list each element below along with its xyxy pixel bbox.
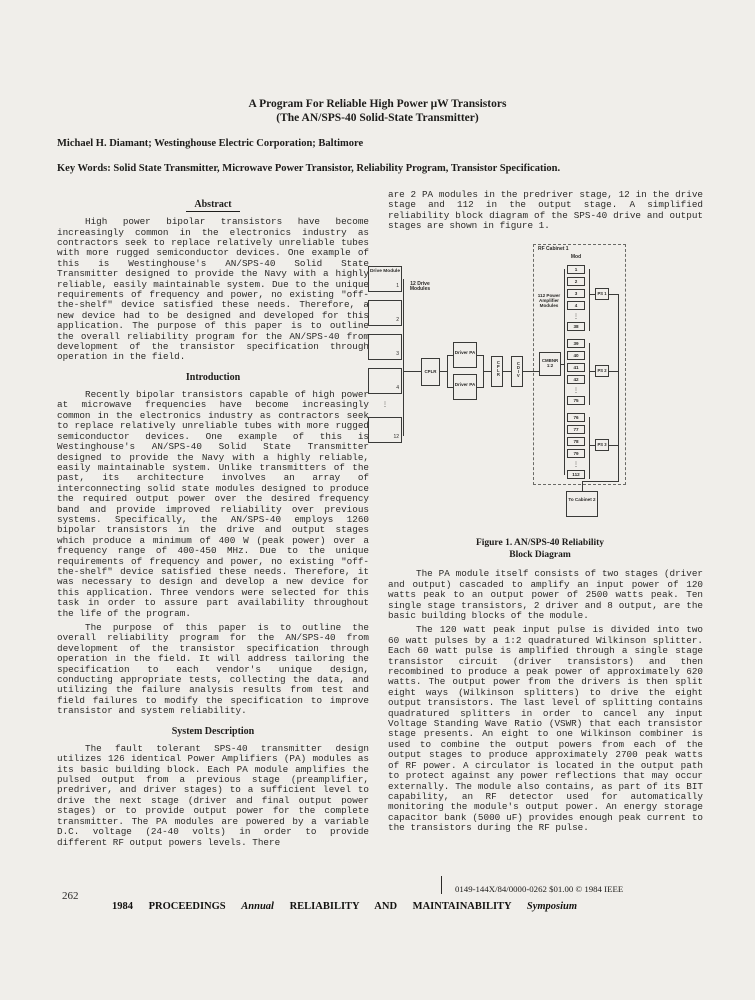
pa-modules-note: 112 Power Amplifier Modules <box>537 292 561 309</box>
page-number: 262 <box>62 890 79 902</box>
drive-modules-note: 12 Drive Modules <box>409 280 431 293</box>
pa-module-box: 4 <box>567 301 585 310</box>
pa-module-ellipsis: ⋮ <box>573 387 579 394</box>
to-cabinet-2-box <box>566 491 598 517</box>
to-cabinet-2-label: To Cabinet 2 <box>568 496 596 502</box>
connector-line <box>609 294 618 295</box>
combiner-label <box>540 358 560 368</box>
right-column <box>369 189 703 852</box>
abstract-paragraph: High power bipolar transistors have become increasingly common in the electronics industry as contractors seek to replace relatively unreliable tubes with more rugged semiconductor devices. One example of this is Westinghouse's AN/SPS-40 Solid State Transmitter designed to provide the Navy with a highly reliable, easily maintainable system. Due to the unique requirements of frequency and power, no existing "off-the-shelf" device satisfied these needs. Therefore, a new device had to be designed and developed for this application. The purpose of this paper is to outline the overall reliability program for the AN/SPS-40 from development of the transistor specification through operation in the field. <box>57 216 369 363</box>
connector-line <box>582 481 583 491</box>
coupler-box <box>491 356 503 387</box>
introduction-paragraph-1: Recently bipolar transistors capable of high power at microwave frequencies have become increasingly common in the electronics industry as contractors seek to replace relatively unreliable tubes with more rugged semiconductor devices. One example of this is Westinghouse's AN/SPS-40 Solid State Transmitter designed to provide the Navy with a highly reliable, easily maintainable system. Unlike transmitters of the past, its architecture involves an array of interconnecting solid state modules designed to produce the required output power over the desired frequency band and provide improved reliability over previous systems. Specifically, the AN/SPS-40 employs 1260 bipolar transistors in the drive and output stages which produce a minimum of 400 W (peak power) over a frequency range of 400-450 MHz. Due to the unique requirements of frequency and power, no existing "off-the-shelf" device satisfied these needs. Therefore, it was necessary to design and develop a new device for this application. Three vendors were selected for this task in order to assure part availability throughout the life of the program. <box>57 389 369 619</box>
introduction-paragraph-2: The purpose of this paper is to outline the overall reliability program for the AN/SPS-40 from development of the transistor specification through operation in the field. It will address tailoring the specification to each vendor's unique design, conducting appropriate tests, collecting the data, and utilizing the failure analysis results from test and field failures to modify the specification to improve transistor and system reliability. <box>57 622 369 717</box>
introduction-heading: Introduction <box>185 371 241 383</box>
driver-pa-box <box>453 342 477 368</box>
pa-module-box: 42 <box>567 375 585 384</box>
connector-line <box>564 269 565 475</box>
combiner-label-line2: 1:2 <box>546 362 554 368</box>
pa-module-box: 41 <box>567 363 585 372</box>
figure-caption <box>410 538 670 562</box>
proceedings-annual: Annual <box>241 901 274 912</box>
footer-divider <box>441 876 442 894</box>
proceedings-maintainability: MAINTAINABILITY <box>412 901 512 912</box>
connector-line <box>589 269 590 331</box>
coupler-label: CPLR <box>424 368 437 374</box>
figure-caption-line2: Block Diagram <box>509 549 571 560</box>
abstract-heading: Abstract <box>57 199 369 210</box>
power-supply-label: PS 2 <box>597 367 607 373</box>
proceedings-reliability: RELIABILITY <box>289 901 360 912</box>
connector-line <box>609 371 618 372</box>
pa-module-box: 78 <box>567 437 585 446</box>
drive-module-box <box>368 334 402 360</box>
pa-module-box: 40 <box>567 351 585 360</box>
divider-label: CDIV <box>515 360 521 377</box>
pulse-splitting-paragraph: The 120 watt peak input pulse is divided into two 60 watt pulses by a 1:2 quadratured Wilkinson splitter. Each 60 watt pulse is amplified through a single stage transistor circuit (driver transistors) and then recombined to produce a peak power of approximately 620 watts. The output power from the drivers is then split eight ways (Wilkinson splitters) to drive the eight output transistors. The last level of splitting contains quadratured splitters in order to cancel any input Voltage Standing Wave Ratio (VSWR) that each transistor stage presents. An eight to one Wilkinson combiner is used to combine the output powers from each of the output stages to produce approximately 2700 peak watts of RF power. A circulator is located in the output path to protect against any power reflections that may occur externally. The module also contains, as part of its BIT capability, an RF detector used for automatically monitoring the module's output power. An energy storage capacitor bank (5000 uF) provides enough peak current to the transistors during the RF pulse. <box>388 624 703 834</box>
pa-module-box: 38 <box>567 322 585 331</box>
power-supply-label: PS 1 <box>597 290 607 296</box>
proceedings-symposium: Symposium <box>526 901 578 912</box>
pa-module-box: 77 <box>567 425 585 434</box>
drive-module-box <box>368 368 402 394</box>
connector-line <box>618 294 619 482</box>
pa-module-box: 76 <box>567 413 585 422</box>
drive-module-ellipsis: ⋮ <box>382 401 388 408</box>
pa-module-box: 1 <box>567 265 585 274</box>
proceedings-year: 1984 <box>112 901 133 912</box>
pa-module-ellipsis: ⋮ <box>573 313 579 320</box>
coupler-box <box>421 358 440 386</box>
drive-module-number: 12 <box>393 434 399 441</box>
keywords-line: Key Words: Solid State Transmitter, Microwave Power Transistor, Reliability Program, Transistor Specification. <box>57 163 561 174</box>
pa-module-box: 75 <box>567 396 585 405</box>
power-supply-box <box>595 288 609 300</box>
system-description-heading: System Description <box>171 725 255 737</box>
proceedings-and: AND <box>374 901 398 912</box>
paper-title <box>0 98 755 126</box>
drive-module-number: 4 <box>396 385 399 392</box>
drive-module-stack <box>368 266 402 443</box>
drive-module-number: 3 <box>396 351 399 358</box>
pa-module-box: 2 <box>567 277 585 286</box>
drive-module-box-label: Drive Module <box>369 268 401 274</box>
pa-module-ellipsis: ⋮ <box>573 461 579 468</box>
combiner-box <box>539 352 561 376</box>
pa-module-group-1 <box>567 265 585 310</box>
divider-box <box>511 356 523 387</box>
pa-module-box: 3 <box>567 289 585 298</box>
copyright-line: 0149-144X/84/0000-0262 $01.00 © 1984 IEEE <box>455 884 624 894</box>
connector-line <box>403 371 421 372</box>
connector-line <box>483 371 491 372</box>
two-column-body <box>57 190 703 852</box>
drive-module-number: 2 <box>396 317 399 324</box>
left-column <box>57 190 369 852</box>
proceedings-word: PROCEEDINGS <box>148 901 226 912</box>
connector-line <box>589 343 590 405</box>
power-supply-box <box>595 365 609 377</box>
pa-module-paragraph: The PA module itself consists of two stages (driver and output) cascaded to amplify an input power of 120 watts peak to an output power of 2500 watts peak. Ten single stage transistors, 2 driver and 8 output, are the basic building blocks of the module. <box>388 568 703 621</box>
rf-cabinet-title: RF Cabinet 1 <box>538 245 569 252</box>
power-supply-box <box>595 439 609 451</box>
driver-pa-box <box>453 374 477 400</box>
coupler-label: CPLR <box>495 359 501 376</box>
drive-module-number: 1 <box>396 283 399 290</box>
power-supply-label: PS 3 <box>597 441 607 447</box>
paper-title-line1: A Program For Reliable High Power μW Transistors <box>248 98 507 110</box>
continuation-paragraph: are 2 PA modules in the predriver stage, 12 in the drive stage and 112 in the output stage. A simplified reliability block diagram of the SPS-40 drive and output stages are shown in figure 1. <box>388 189 703 232</box>
connector-line <box>447 355 448 388</box>
mod-column-label: Mod <box>570 253 582 260</box>
drive-module-box <box>368 300 402 326</box>
paper-title-line2: (The AN/SPS-40 Solid-State Transmitter) <box>276 111 479 124</box>
proceedings-line <box>112 901 672 912</box>
figure-1-block-diagram <box>368 238 703 536</box>
author-line: Michael H. Diamant; Westinghouse Electric Corporation; Baltimore <box>57 138 364 149</box>
connector-line <box>582 481 619 482</box>
connector-line <box>503 371 511 372</box>
connector-line <box>609 445 618 446</box>
pa-module-box: 39 <box>567 339 585 348</box>
connector-line <box>589 417 590 479</box>
driver-pa-label: Driver PA <box>454 349 476 355</box>
pa-module-box: 79 <box>567 449 585 458</box>
pa-module-group-2 <box>567 339 585 384</box>
system-description-paragraph: The fault tolerant SPS-40 transmitter design utilizes 126 identical Power Amplifiers (PA) modules as its basic building block. Each PA module amplifies the pulsed output from a previous stage (preamplifier, predriver, and driver stages) to a sufficient level to drive the next stage (driver and final output power stages) or to provide output power for the complete transmitter. The PA modules are powered by a variable D.C. voltage (24-40 volts) in order to provide different RF output powers levels. There <box>57 742 369 848</box>
connector-line <box>403 279 404 436</box>
drive-module-box <box>368 266 402 292</box>
driver-pa-label: Driver PA <box>454 381 476 387</box>
pa-module-box: 112 <box>567 470 585 479</box>
pa-module-group-3 <box>567 413 585 458</box>
drive-module-box <box>368 417 402 443</box>
figure-caption-line1: Figure 1. AN/SPS-40 Reliability <box>475 537 605 548</box>
combiner-label-line1: CMBNR <box>541 357 559 363</box>
